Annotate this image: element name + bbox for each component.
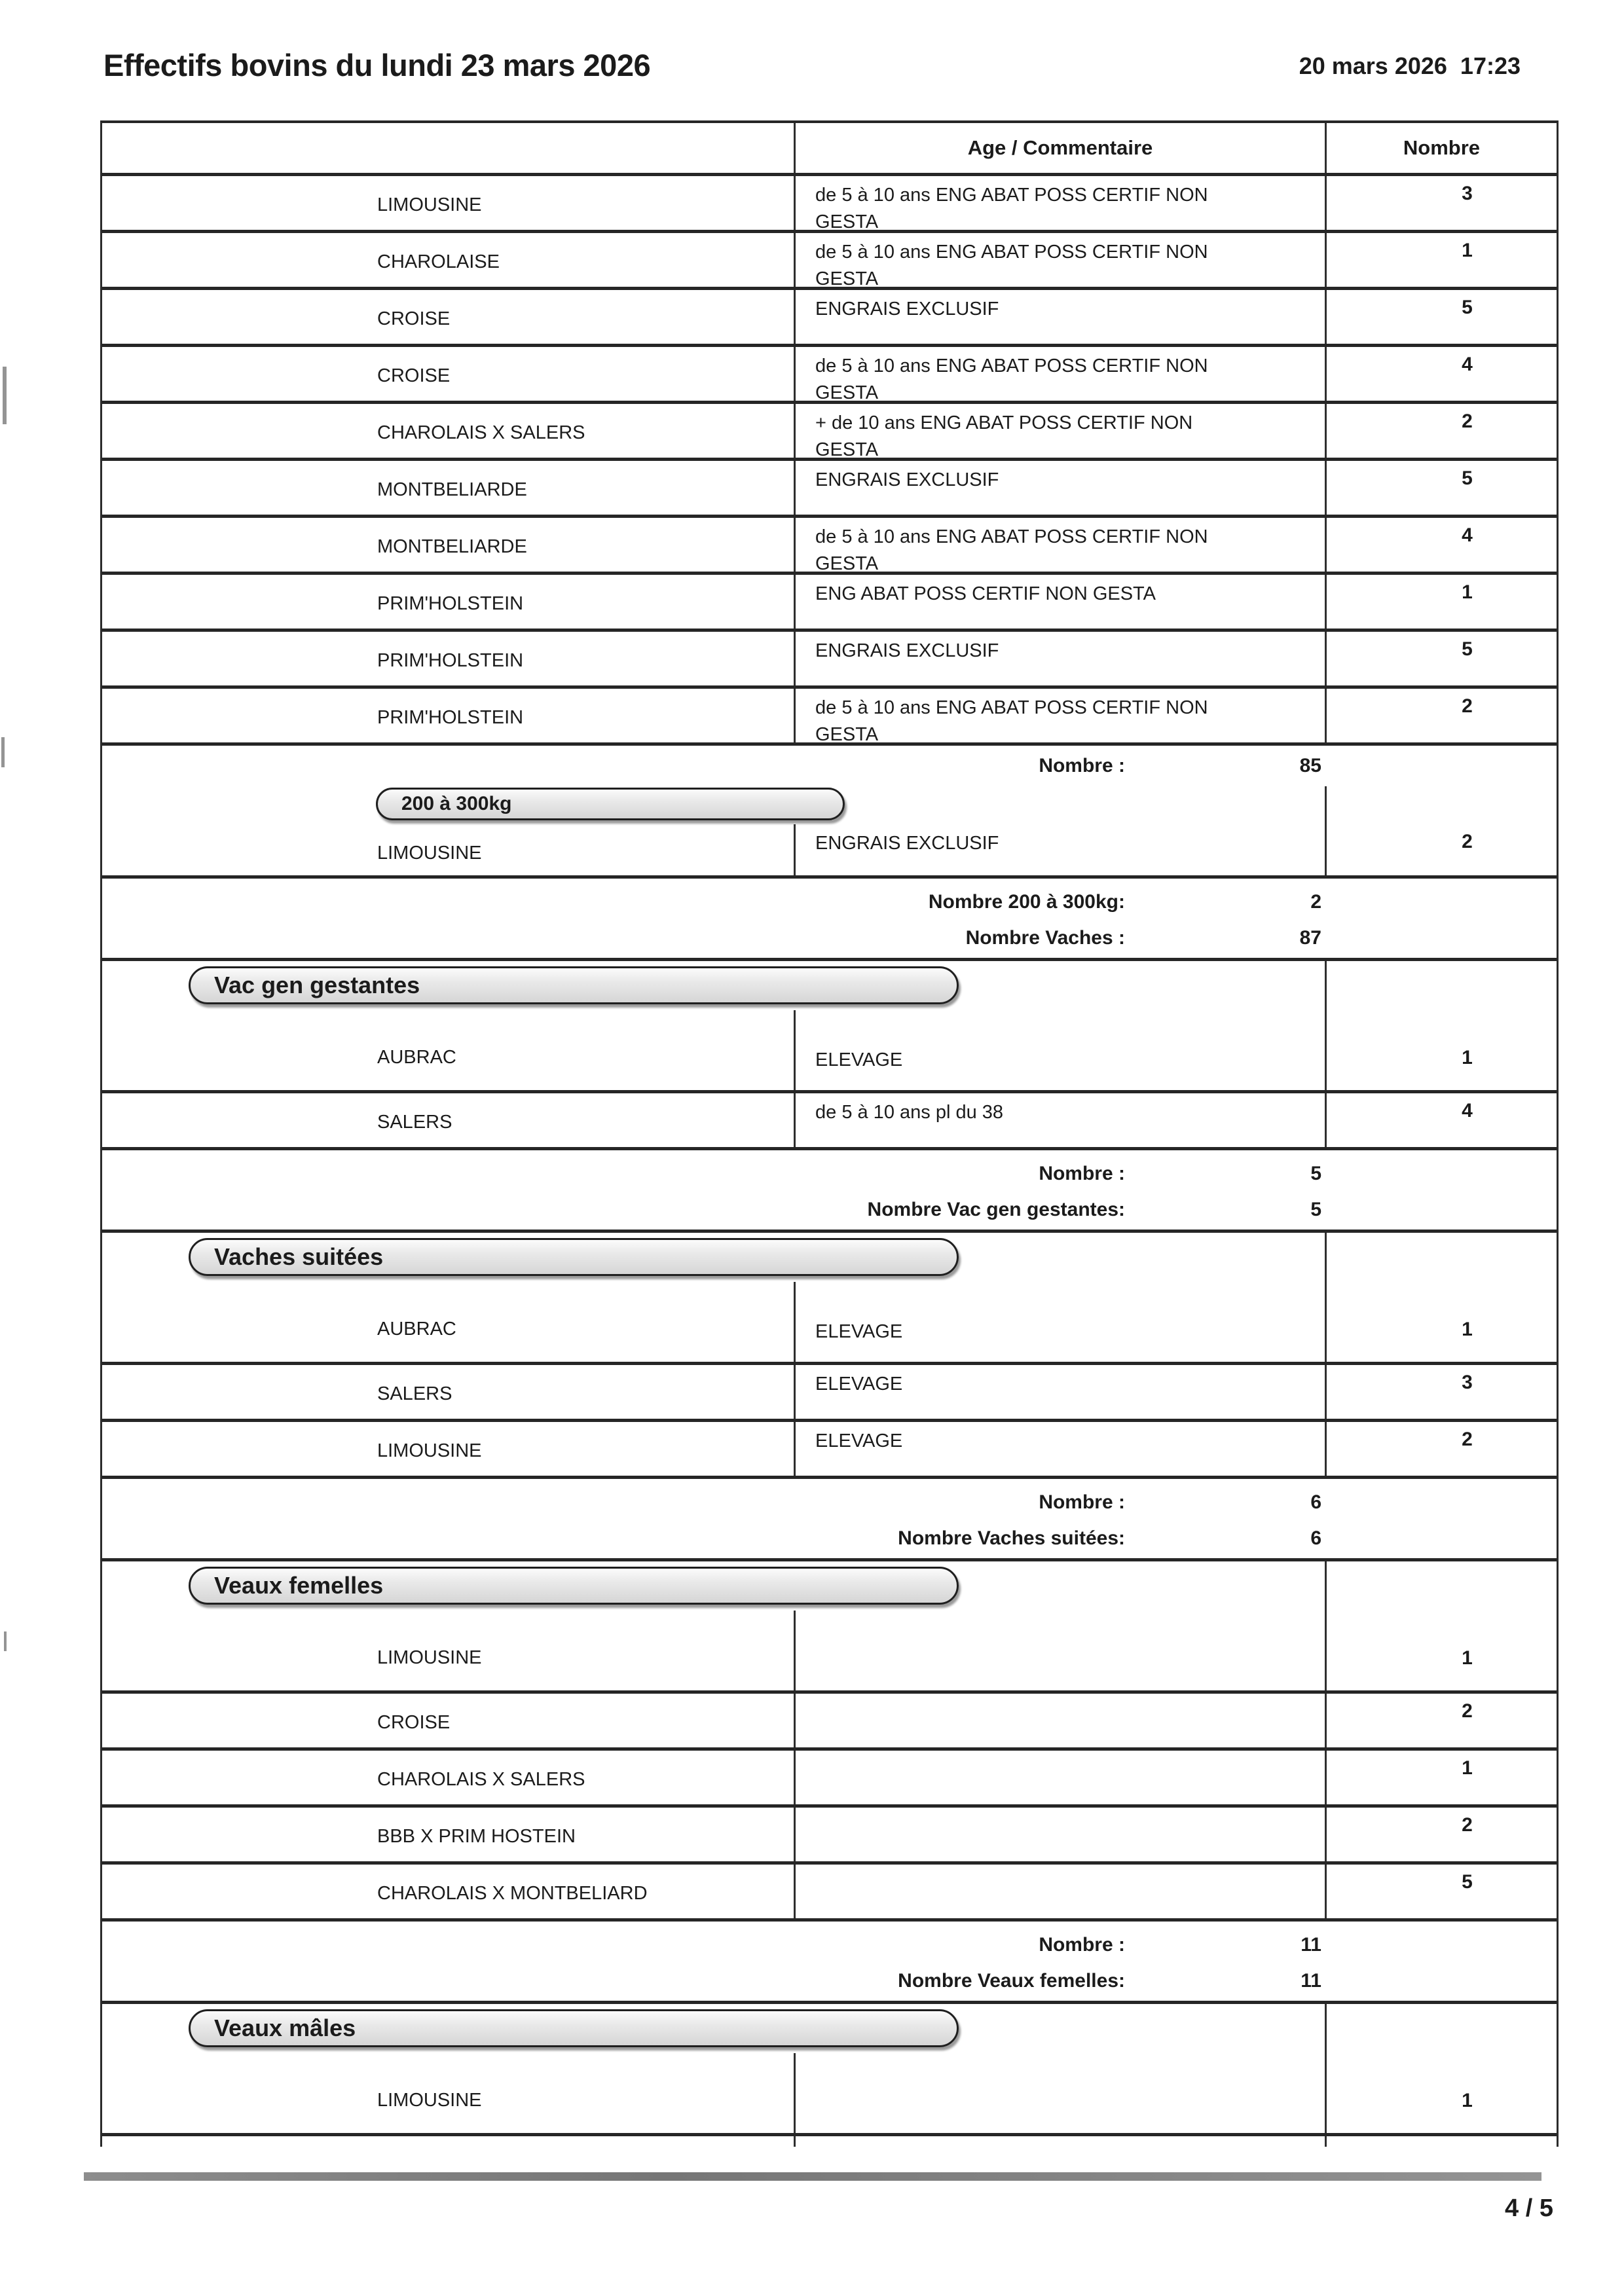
breed-cell: SALERS — [377, 1383, 452, 1404]
comment-cell — [794, 1751, 1325, 1804]
breed-cell: LIMOUSINE — [377, 2090, 482, 2111]
truncated-row-stub — [102, 2136, 1557, 2147]
comment-text: ELEVAGE — [815, 1374, 903, 1394]
breed-cell: LIMOUSINE — [377, 843, 482, 864]
total-line — [102, 1192, 1557, 1228]
count-cell: 5 — [1325, 632, 1557, 685]
table-row — [102, 290, 1557, 347]
table-row — [102, 1611, 1557, 1694]
section-pill: Veaux mâles — [189, 2009, 959, 2047]
table-row — [102, 347, 1557, 404]
breed-cell: CHAROLAISE — [377, 251, 500, 272]
scan-artifact — [4, 1631, 7, 1651]
header-cell-age-comment: Age / Commentaire — [794, 123, 1325, 173]
total-line — [102, 1520, 1557, 1556]
breed-cell: SALERS — [377, 1112, 452, 1133]
comment-text: ELEVAGE — [815, 1430, 903, 1451]
comment-text: de 5 à 10 ans ENG ABAT POSS CERTIF NON GESTA — [815, 242, 1208, 289]
table-row — [102, 575, 1557, 632]
livestock-table — [100, 120, 1559, 2147]
table-row — [102, 1282, 1557, 1365]
total-line — [102, 1156, 1557, 1192]
comment-text: ELEVAGE — [815, 1049, 903, 1070]
count-cell: 2 — [1325, 1694, 1557, 1747]
total-label: Nombre Vac gen gestantes: — [867, 1198, 1125, 1220]
count-cell: 1 — [1325, 2053, 1557, 2133]
table-row — [102, 1694, 1557, 1751]
total-label: Nombre 200 à 300kg: — [928, 890, 1125, 913]
table-row — [102, 2053, 1557, 2136]
count-cell: 1 — [1325, 1611, 1557, 1690]
count-cell: 4 — [1325, 518, 1557, 572]
comment-text: ENGRAIS EXCLUSIF — [815, 833, 999, 854]
breed-cell: PRIM'HOLSTEIN — [377, 707, 524, 728]
count-cell: 2 — [1325, 1808, 1557, 1861]
comment-cell — [794, 1282, 1325, 1362]
comment-cell — [794, 404, 1325, 458]
count-cell: 1 — [1325, 1010, 1557, 1090]
table-row — [102, 1422, 1557, 1479]
count-cell: 2 — [1325, 404, 1557, 458]
comment-text: ENGRAIS EXCLUSIF — [815, 299, 999, 319]
comment-cell — [794, 233, 1325, 287]
comment-cell — [794, 176, 1325, 230]
total-value: 87 — [1299, 926, 1321, 949]
breed-cell: CROISE — [377, 308, 451, 329]
footer-rule — [84, 2172, 1541, 2181]
table-row — [102, 518, 1557, 575]
count-cell: 5 — [1325, 290, 1557, 344]
comment-text: ENGRAIS EXCLUSIF — [815, 469, 999, 490]
column-divider — [1325, 2004, 1327, 2053]
comment-cell — [794, 1365, 1325, 1419]
column-divider — [1325, 2136, 1327, 2147]
subtotal-label: Nombre : — [1039, 755, 1125, 776]
total-line — [102, 1927, 1557, 1963]
count-cell: 2 — [1325, 824, 1557, 875]
total-label: Nombre : — [1039, 1933, 1125, 1956]
total-label: Nombre : — [1039, 1491, 1125, 1513]
weight-group-band — [102, 786, 1557, 824]
page-title: Effectifs bovins du lundi 23 mars 2026 — [103, 48, 651, 82]
count-cell: 5 — [1325, 1865, 1557, 1918]
table-body — [102, 176, 1557, 2147]
comment-cell — [794, 1611, 1325, 1690]
page-number: 4 / 5 — [1505, 2195, 1553, 2222]
table-row — [102, 689, 1557, 746]
total-line — [102, 1484, 1557, 1520]
totals-row — [102, 1479, 1557, 1561]
totals-row — [102, 879, 1557, 961]
breed-cell: AUBRAC — [377, 1047, 456, 1068]
weight-group-pill: 200 à 300kg — [376, 788, 845, 820]
comment-cell — [794, 1865, 1325, 1918]
section-header-band — [102, 1561, 1557, 1611]
comment-text: + de 10 ans ENG ABAT POSS CERTIF NON GESTA — [815, 412, 1193, 460]
comment-cell — [794, 824, 1325, 875]
total-value: 5 — [1310, 1198, 1321, 1220]
section-header-band — [102, 961, 1557, 1010]
header-cell-breed — [102, 123, 794, 173]
breed-cell: LIMOUSINE — [377, 194, 482, 215]
comment-cell — [794, 518, 1325, 572]
comment-cell — [794, 1093, 1325, 1147]
total-value: 2 — [1310, 890, 1321, 913]
column-divider — [1325, 961, 1327, 1010]
total-value: 6 — [1310, 1527, 1321, 1549]
subtotal-value: 85 — [1299, 755, 1321, 776]
breed-cell: CHAROLAIS X SALERS — [377, 422, 585, 443]
print-date: 20 mars 2026 — [1299, 52, 1447, 79]
count-cell: 5 — [1325, 461, 1557, 515]
scan-artifact — [3, 367, 7, 424]
total-value: 6 — [1310, 1491, 1321, 1513]
count-cell: 4 — [1325, 1093, 1557, 1147]
total-label: Nombre Vaches : — [965, 926, 1125, 949]
print-datetime — [1299, 52, 1521, 80]
count-cell: 3 — [1325, 1365, 1557, 1419]
count-cell: 3 — [1325, 176, 1557, 230]
breed-cell: CROISE — [377, 365, 451, 386]
section-pill: Vaches suitées — [189, 1238, 959, 1276]
subtotal-row — [102, 746, 1557, 786]
table-row — [102, 1093, 1557, 1150]
count-cell: 4 — [1325, 347, 1557, 401]
comment-text: de 5 à 10 ans ENG ABAT POSS CERTIF NON GESTA — [815, 355, 1208, 403]
table-row — [102, 461, 1557, 518]
comment-cell — [794, 689, 1325, 745]
comment-text: de 5 à 10 ans ENG ABAT POSS CERTIF NON GESTA — [815, 185, 1208, 232]
column-divider — [1325, 1561, 1327, 1611]
total-value: 11 — [1301, 1969, 1321, 1992]
comment-cell — [794, 632, 1325, 685]
breed-cell: LIMOUSINE — [377, 1647, 482, 1668]
breed-cell: MONTBELIARDE — [377, 536, 527, 557]
comment-text: ENGRAIS EXCLUSIF — [815, 640, 999, 661]
column-divider — [1325, 786, 1327, 824]
table-row — [102, 1751, 1557, 1808]
total-line — [102, 920, 1557, 956]
comment-cell — [794, 1010, 1325, 1090]
comment-cell — [794, 2053, 1325, 2133]
comment-cell — [794, 1808, 1325, 1861]
comment-text: ENG ABAT POSS CERTIF NON GESTA — [815, 583, 1156, 604]
document-header — [103, 47, 1521, 83]
count-cell: 2 — [1325, 1422, 1557, 1476]
breed-cell: CHAROLAIS X SALERS — [377, 1769, 585, 1790]
comment-cell — [794, 290, 1325, 344]
comment-cell — [794, 347, 1325, 401]
table-row — [102, 233, 1557, 290]
table-header-row — [102, 123, 1557, 176]
comment-cell — [794, 1422, 1325, 1476]
scan-artifact — [1, 737, 5, 767]
comment-text: ELEVAGE — [815, 1321, 903, 1342]
table-row — [102, 404, 1557, 461]
table-row — [102, 632, 1557, 689]
comment-text: de 5 à 10 ans pl du 38 — [815, 1102, 1004, 1123]
comment-cell — [794, 1694, 1325, 1747]
section-header-band — [102, 2004, 1557, 2053]
count-cell: 2 — [1325, 689, 1557, 742]
total-label: Nombre Veaux femelles: — [898, 1969, 1125, 1992]
total-value: 11 — [1301, 1933, 1321, 1956]
total-line — [102, 1963, 1557, 1999]
totals-row — [102, 1922, 1557, 2004]
count-cell: 1 — [1325, 1282, 1557, 1362]
total-label: Nombre Vaches suitées: — [898, 1527, 1125, 1549]
count-cell: 1 — [1325, 575, 1557, 629]
breed-cell: PRIM'HOLSTEIN — [377, 650, 524, 671]
breed-cell: MONTBELIARDE — [377, 479, 527, 500]
table-row — [102, 1010, 1557, 1093]
breed-cell: CROISE — [377, 1712, 451, 1733]
totals-row — [102, 1150, 1557, 1233]
section-pill: Veaux femelles — [189, 1567, 959, 1605]
table-row — [102, 824, 1557, 879]
breed-cell: BBB X PRIM HOSTEIN — [377, 1826, 576, 1847]
table-row — [102, 1808, 1557, 1865]
comment-text: de 5 à 10 ans ENG ABAT POSS CERTIF NON GESTA — [815, 526, 1208, 574]
breed-cell: LIMOUSINE — [377, 1440, 482, 1461]
total-label: Nombre : — [1039, 1162, 1125, 1184]
breed-cell: PRIM'HOLSTEIN — [377, 593, 524, 614]
column-divider — [1325, 1233, 1327, 1282]
table-row — [102, 1365, 1557, 1422]
breed-cell: AUBRAC — [377, 1319, 456, 1339]
count-cell: 1 — [1325, 1751, 1557, 1804]
print-time: 17:23 — [1460, 52, 1521, 79]
header-cell-nombre: Nombre — [1325, 123, 1557, 173]
section-pill: Vac gen gestantes — [189, 966, 959, 1004]
comment-cell — [794, 575, 1325, 629]
total-line — [102, 884, 1557, 920]
breed-cell: CHAROLAIS X MONTBELIARD — [377, 1883, 648, 1904]
column-divider — [794, 2136, 796, 2147]
section-header-band — [102, 1233, 1557, 1282]
total-value: 5 — [1310, 1162, 1321, 1184]
table-row — [102, 176, 1557, 233]
table-row — [102, 1865, 1557, 1922]
comment-text: de 5 à 10 ans ENG ABAT POSS CERTIF NON GESTA — [815, 697, 1208, 745]
count-cell: 1 — [1325, 233, 1557, 287]
comment-cell — [794, 461, 1325, 515]
